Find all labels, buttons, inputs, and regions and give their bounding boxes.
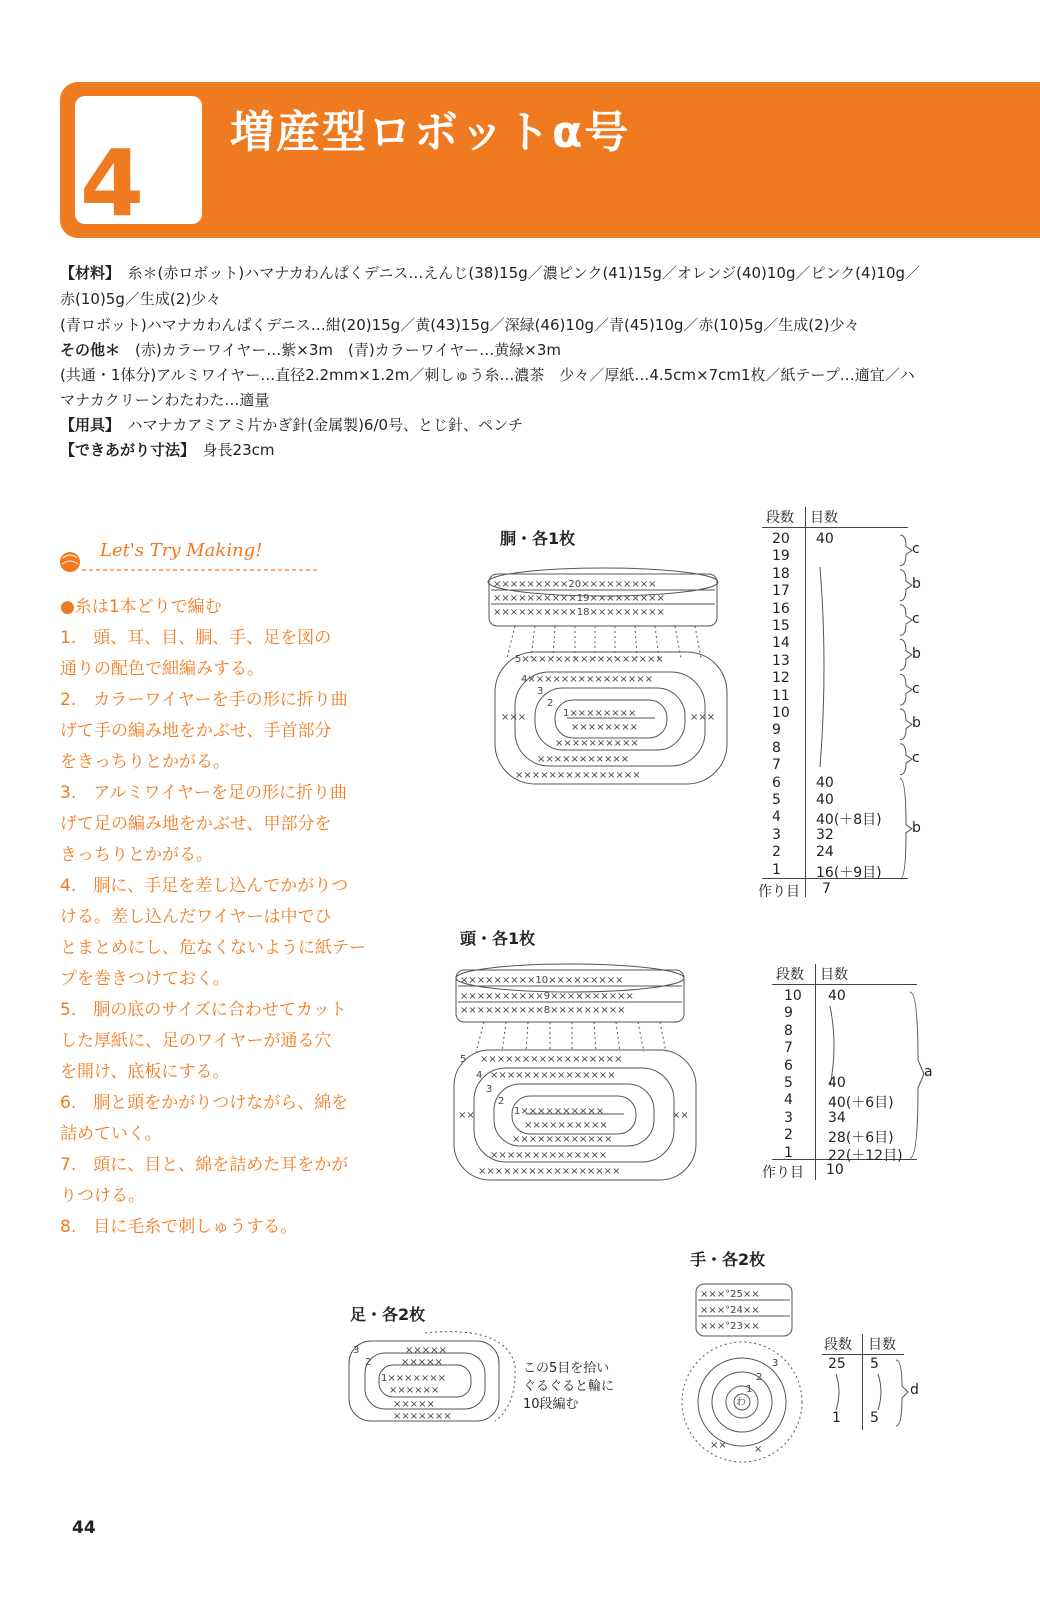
svg-text:×××°24××: ×××°24××: [700, 1305, 760, 1316]
svg-text:××××××××××8×××××××××: ××××××××××8×××××××××: [460, 1005, 626, 1016]
materials-text: 身長23cm: [202, 441, 275, 459]
stitch-count: 5: [870, 1356, 879, 1372]
table-header-stitches: 目数: [820, 967, 848, 983]
svg-text:××××××××: ××××××××: [571, 722, 639, 733]
stitch-count: 40(＋8目): [816, 812, 882, 829]
row-number: 10: [784, 988, 802, 1004]
foot-note: [523, 1360, 614, 1414]
row-number: 5: [772, 792, 781, 808]
instruction-line: した厚紙に、足のワイヤーが通る穴: [60, 1031, 332, 1051]
hand-diagram-label: 手・各2枚: [690, 1250, 766, 1269]
svg-text:4: 4: [476, 1070, 483, 1081]
continuation-line: [814, 567, 834, 767]
instruction-line: きっちりとかがる。: [60, 845, 213, 865]
row-number: 2: [772, 844, 781, 861]
continuation-line: [824, 1006, 844, 1086]
materials-text: マナカクリーンわたわた…適量: [60, 391, 270, 409]
stitch-count: 5: [870, 1410, 879, 1426]
foot-note-line: この5目を拾い: [523, 1361, 610, 1376]
row-number: 25: [828, 1356, 846, 1372]
foot-note-line: 10段編む: [523, 1397, 579, 1412]
stitch-count: 40: [828, 988, 846, 1004]
row-number: 11: [772, 687, 790, 704]
head-diagram-label: 頭・各1枚: [460, 929, 536, 948]
row-number: 17: [772, 583, 790, 600]
table-header-stitches: 目数: [810, 510, 838, 526]
svg-text:5×××××××××××××××××: 5×××××××××××××××××: [515, 654, 664, 665]
hand-crochet-chart: [680, 1280, 805, 1470]
stitch-count: 32: [816, 826, 834, 843]
materials-label: 【用具】: [60, 416, 113, 434]
stitch-count: 24: [816, 844, 834, 861]
materials-line: [60, 314, 860, 336]
instruction-line: をきっちりとかがる。: [60, 752, 230, 772]
row-number: 20: [772, 531, 790, 547]
foundation-value: 10: [826, 1162, 844, 1178]
page-number: 44: [72, 1518, 96, 1538]
instruction-line: げて足の編み地をかぶせ、甲部分を: [60, 814, 332, 834]
row-number: 5: [784, 1075, 793, 1091]
svg-text:×××××××: ×××××××: [393, 1411, 452, 1422]
svg-text:×××°25××: ×××°25××: [700, 1289, 760, 1300]
page-title: 増産型ロボットα号: [230, 107, 631, 158]
svg-text:××××××: ××××××: [389, 1385, 440, 1396]
row-number: 1: [784, 1144, 793, 1161]
materials-text: 赤(10)5g／生成(2)少々: [60, 290, 222, 308]
body-row-table: [758, 505, 921, 905]
instruction-line: りつける。: [60, 1186, 145, 1206]
row-number: 16: [772, 600, 790, 617]
color-bracket: [894, 1358, 910, 1428]
materials-line: [60, 262, 920, 284]
row-number: 10: [772, 705, 790, 721]
svg-text:1×××××××: 1×××××××: [381, 1373, 447, 1384]
stitch-count: 34: [828, 1109, 846, 1126]
row-number: 4: [772, 809, 781, 826]
instruction-line: 4. 胴に、手足を差し込んでかがりつ: [60, 876, 349, 896]
svg-text:2: 2: [547, 698, 554, 709]
row-number: 6: [772, 774, 781, 791]
instruction-line: 5. 胴の底のサイズに合わせてカット: [60, 1000, 347, 1020]
stitch-count: 40(＋6目): [828, 1095, 894, 1112]
color-label: d: [910, 1382, 919, 1398]
materials-line: [60, 364, 915, 386]
color-label: b: [912, 715, 921, 732]
row-number: 14: [772, 635, 790, 652]
instruction-line: 2. カラーワイヤーを手の形に折り曲: [60, 690, 348, 710]
svg-text:×××××: ×××××: [393, 1399, 435, 1410]
materials-label: 【できあがり寸法】: [60, 441, 188, 459]
svg-text:3: 3: [353, 1345, 360, 1356]
svg-text:××: ××: [672, 1110, 689, 1121]
foundation-value: 7: [822, 881, 831, 897]
instruction-line: ●糸は1本どりで編む: [60, 597, 222, 617]
color-label: b: [912, 576, 921, 593]
instruction-line: 詰めていく。: [60, 1124, 162, 1144]
row-number: 4: [784, 1092, 793, 1109]
svg-text:1××××××××: 1××××××××: [563, 708, 637, 719]
materials-text: (共通・1体分)アルミワイヤー…直径2.2mm×1.2m／刺しゅう糸…濃茶 少々／厚紙…4.5cm×7cm1枚／紙テープ…適宜／ハ: [60, 366, 915, 384]
svg-text:3: 3: [486, 1084, 493, 1095]
instruction-line: とまとめにし、危なくないように紙テー: [60, 938, 366, 958]
svg-text:×××××××××××××××: ×××××××××××××××: [490, 1070, 616, 1081]
foot-diagram-label: 足・各2枚: [350, 1305, 426, 1324]
materials-text: (赤)カラーワイヤー…紫×3m (青)カラーワイヤー…黄緑×3m: [135, 341, 561, 359]
svg-text:×: ×: [754, 1444, 763, 1455]
svg-text:5: 5: [460, 1054, 467, 1065]
row-number: 9: [784, 1005, 793, 1022]
stitch-count: 16(＋9目): [816, 864, 882, 881]
row-number: 19: [772, 548, 790, 565]
svg-text:わ: わ: [736, 1397, 746, 1408]
svg-text:×××: ×××: [501, 712, 527, 723]
materials-text: (青ロボット)ハマナカわんぱくデニス…紺(20)15g／黄(43)15g／深緑(46)10g／青(45)10g／赤(10)5g／生成(2)少々: [60, 316, 860, 334]
svg-text:×××°23××: ×××°23××: [700, 1321, 760, 1332]
svg-text:××××××××××: ××××××××××: [524, 1120, 608, 1131]
svg-text:1: 1: [746, 1384, 753, 1395]
row-number: 2: [784, 1127, 793, 1144]
instruction-line: 7. 頭に、目と、綿を詰めた耳をかが: [60, 1155, 349, 1175]
svg-text:××××××××××18×××××××××: ××××××××××18×××××××××: [493, 607, 665, 618]
instruction-line: を開け、底板にする。: [60, 1062, 230, 1082]
stitch-count: 22(＋12目): [828, 1147, 903, 1164]
svg-text:×××××××××××××××××: ×××××××××××××××××: [480, 1054, 623, 1065]
foundation-label: 作り目: [762, 1165, 804, 1181]
materials-label: その他＊: [60, 341, 121, 359]
svg-text:3: 3: [772, 1358, 779, 1369]
row-number: 12: [772, 670, 790, 687]
stitch-count: 40: [816, 774, 834, 791]
svg-text:×××××: ×××××: [405, 1345, 447, 1356]
svg-text:4×××××××××××××××: 4×××××××××××××××: [521, 674, 654, 685]
row-number: 18: [772, 565, 790, 582]
color-label: c: [912, 611, 920, 627]
svg-text:××: ××: [710, 1440, 727, 1451]
color-label: c: [912, 750, 920, 767]
foot-note-line: ぐるぐると輪に: [523, 1379, 615, 1394]
svg-text:1××××××××××: 1××××××××××: [514, 1106, 605, 1117]
body-crochet-chart: [485, 560, 730, 790]
stitch-count: 28(＋6目): [828, 1130, 894, 1147]
color-label: c: [912, 680, 920, 697]
svg-text:2: 2: [756, 1372, 763, 1383]
svg-text:××: ××: [458, 1110, 475, 1121]
foot-crochet-chart: [345, 1325, 520, 1430]
svg-text:×××××: ×××××: [401, 1357, 443, 1368]
row-number: 6: [784, 1057, 793, 1074]
materials-line: [60, 414, 523, 436]
materials-line: [60, 339, 561, 361]
instruction-line: 通りの配色で細編みする。: [60, 659, 264, 679]
table-header-rows: 段数: [766, 510, 794, 526]
instruction-line: プを巻きつけておく。: [60, 969, 230, 989]
row-number: 3: [772, 826, 781, 843]
instruction-line: 3. アルミワイヤーを足の形に折り曲: [60, 783, 348, 803]
row-number: 8: [772, 739, 781, 756]
table-header-rows: 段数: [776, 967, 804, 983]
body-diagram-label: 胴・各1枚: [500, 529, 576, 548]
svg-text:×××××××××××: ×××××××××××: [537, 754, 630, 765]
svg-text:3: 3: [537, 686, 544, 697]
head-crochet-chart: [450, 958, 700, 1186]
lets-try-title: Let's Try Making!: [100, 540, 263, 561]
row-number: 8: [784, 1022, 793, 1039]
svg-text:2: 2: [498, 1096, 505, 1107]
materials-line: [60, 389, 269, 411]
table-header-rows: 段数: [824, 1337, 852, 1353]
svg-text:×××××××××××××××: ×××××××××××××××: [515, 770, 641, 781]
color-label: b: [912, 645, 921, 662]
instruction-line: 8. 目に毛糸で刺しゅうする。: [60, 1217, 298, 1237]
materials-line: [60, 439, 274, 461]
stitch-count: 40: [816, 531, 834, 547]
row-number: 15: [772, 618, 790, 634]
foundation-label: 作り目: [758, 884, 800, 900]
svg-text:××××××××××9××××××××××: ××××××××××9××××××××××: [460, 991, 634, 1002]
row-number: 7: [772, 757, 781, 774]
stitch-count: 40: [828, 1075, 846, 1091]
row-number: 3: [784, 1109, 793, 1126]
svg-text:××××××××××19×××××××××: ××××××××××19×××××××××: [493, 593, 665, 604]
head-row-table: [762, 962, 933, 1182]
svg-text:×××: ×××: [690, 712, 716, 723]
instruction-line: げて手の編み地をかぶせ、手首部分: [60, 721, 332, 741]
color-label: a: [924, 1064, 933, 1080]
instruction-line: ける。差し込んだワイヤーは中でひ: [60, 907, 332, 927]
materials-text: 糸＊(赤ロボット)ハマナカわんぱくデニス…えんじ(38)15g／濃ピンク(41)15g／オレンジ(40)10g／ピンク(4)10g／: [127, 264, 921, 282]
row-number: 9: [772, 722, 781, 739]
row-number: 13: [772, 652, 790, 669]
row-number: 1: [832, 1410, 841, 1426]
materials-line: [60, 288, 221, 310]
hand-row-table: [822, 1332, 922, 1432]
svg-text:×××××××××20×××××××××: ×××××××××20×××××××××: [493, 579, 657, 590]
color-label: b: [912, 819, 921, 836]
svg-text:2: 2: [365, 1357, 372, 1368]
svg-text:×××××××××××××××××: ×××××××××××××××××: [478, 1166, 621, 1177]
svg-text:×××××××××10×××××××××: ×××××××××10×××××××××: [460, 975, 624, 986]
svg-text:××××××××××××××: ××××××××××××××: [490, 1150, 608, 1161]
svg-text:××××××××××: ××××××××××: [555, 738, 639, 749]
color-label: c: [912, 541, 920, 558]
stitch-count: 40: [816, 792, 834, 808]
materials-text: ハマナカアミアミ片かぎ針(金属製)6/0号、とじ針、ペンチ: [127, 416, 524, 434]
table-header-stitches: 目数: [868, 1337, 896, 1353]
continuation-lines: [830, 1374, 900, 1410]
row-number: 7: [784, 1040, 793, 1057]
svg-text:××××××××××××: ××××××××××××: [512, 1134, 613, 1145]
instruction-line: 6. 胴と頭をかがりつけながら、綿を: [60, 1093, 349, 1113]
instruction-line: 1. 頭、耳、目、胴、手、足を図の: [60, 628, 332, 648]
row-number: 1: [772, 861, 781, 878]
materials-label: 【材料】: [60, 264, 113, 282]
chapter-number: 4: [80, 130, 145, 237]
